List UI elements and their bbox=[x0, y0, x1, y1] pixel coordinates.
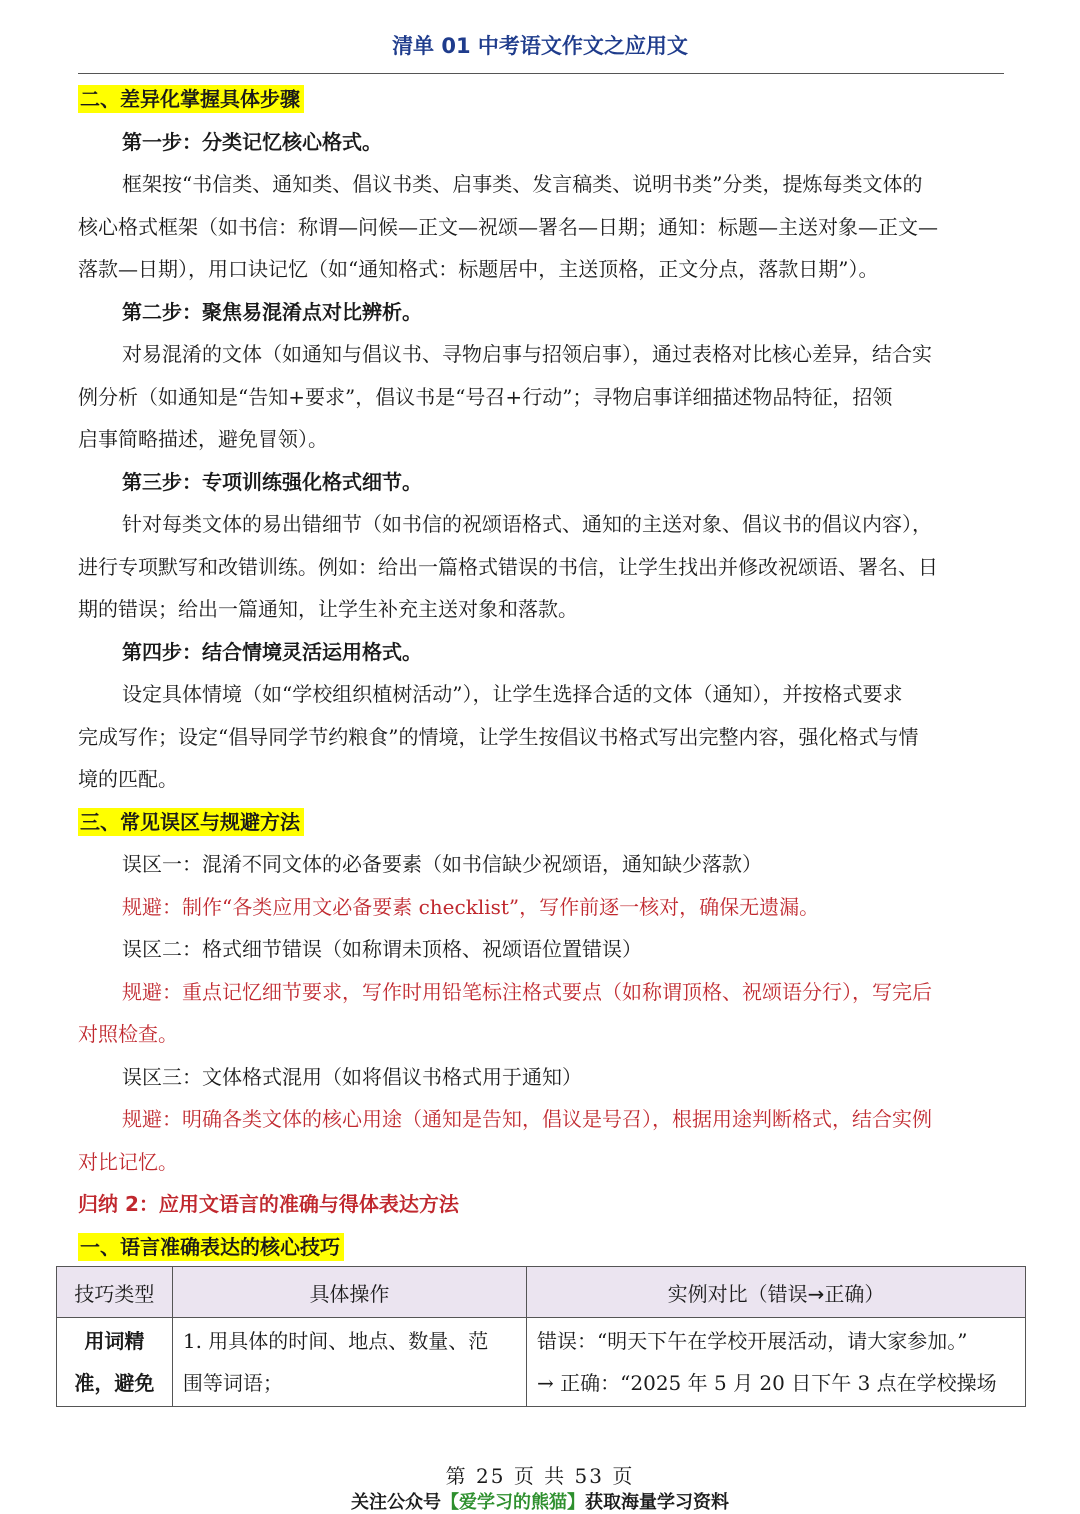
step1-text-line: 框架按“书信类、通知类、倡议书类、启事类、发言稿类、说明书类”分类，提炼每类文体的 bbox=[122, 172, 923, 196]
step2-text-line: 例分析（如通知是“告知+要求”，倡议书是“号召+行动”；寻物启事详细描述物品特征，招领 bbox=[78, 384, 893, 409]
pitfall2-title: 误区二：格式细节错误（如称谓未顶格、祝颂语位置错误） bbox=[122, 937, 642, 961]
cell-line: 用词精 bbox=[84, 1329, 145, 1353]
table-row bbox=[57, 1318, 1026, 1407]
table-cell-operation bbox=[172, 1318, 526, 1407]
header-divider bbox=[78, 73, 1004, 74]
pitfall2-avoid-line: 规避：重点记忆细节要求，写作时用铅笔标注格式要点（如称谓顶格、祝颂语分行），写完后 bbox=[122, 979, 932, 1004]
pitfall2-avoid-line: 对照检查。 bbox=[78, 1022, 178, 1046]
step2-title: 第二步：聚焦易混淆点对比辨析。 bbox=[122, 299, 422, 324]
summary2-heading: 归纳 2：应用文语言的准确与得体表达方法 bbox=[78, 1192, 459, 1216]
cell-line: 准，避免 bbox=[74, 1371, 155, 1395]
table-header-example: 实例对比（错误→正确） bbox=[527, 1267, 1026, 1318]
footer-suffix: 获取海量学习资料 bbox=[585, 1492, 729, 1513]
cell-line: 错误：“明天下午在学校开展活动，请大家参加。” bbox=[537, 1329, 968, 1353]
footer-prefix: 关注公众号 bbox=[351, 1492, 441, 1513]
language-section-heading: 一、语言准确表达的核心技巧 bbox=[78, 1233, 344, 1261]
table-cell-type bbox=[57, 1318, 173, 1407]
pitfall1-title: 误区一：混淆不同文体的必备要素（如书信缺少祝颂语，通知缺少落款） bbox=[122, 852, 762, 876]
page-number: 第 25 页 共 53 页 bbox=[445, 1464, 635, 1488]
techniques-table-container bbox=[56, 1266, 1026, 1407]
step3-text-line: 进行专项默写和改错训练。例如：给出一篇格式错误的书信，让学生找出并修改祝颂语、署名、日 bbox=[78, 554, 938, 579]
table-header-operation: 具体操作 bbox=[172, 1267, 526, 1318]
step4-text-line: 境的匹配。 bbox=[78, 767, 178, 791]
pitfall1-avoid-line: 规避：制作“各类应用文必备要素 checklist”，写作前逐一核对，确保无遗漏。 bbox=[122, 894, 820, 919]
document-body bbox=[78, 78, 1004, 1268]
step3-text-line: 针对每类文体的易出错细节（如书信的祝颂语格式、通知的主送对象、倡议书的倡议内容）， bbox=[122, 512, 932, 536]
section3-heading: 三、常见误区与规避方法 bbox=[78, 808, 304, 836]
step4-text-line: 完成写作；设定“倡导同学节约粮食”的情境，让学生按倡议书格式写出完整内容，强化格式与情 bbox=[78, 724, 919, 749]
step3-title: 第三步：专项训练强化格式细节。 bbox=[122, 469, 422, 494]
step1-text-line: 核心格式框架（如书信：称谓—问候—正文—祝颂—署名—日期；通知：标题—主送对象—正文— bbox=[78, 214, 938, 239]
pitfall3-title: 误区三：文体格式混用（如将倡议书格式用于通知） bbox=[122, 1064, 582, 1089]
footer-brand: 【爱学习的熊猫】 bbox=[441, 1492, 585, 1513]
step1-text-line: 落款—日期），用口诀记忆（如“通知格式：标题居中，主送顶格，正文分点，落款日期”）。 bbox=[78, 257, 879, 281]
table-header-row bbox=[57, 1267, 1026, 1318]
table-cell-example bbox=[527, 1318, 1026, 1407]
step4-title: 第四步：结合情境灵活运用格式。 bbox=[122, 639, 422, 664]
step1-title: 第一步：分类记忆核心格式。 bbox=[122, 129, 382, 154]
pitfall3-avoid-line: 对比记忆。 bbox=[78, 1149, 178, 1174]
page-header-title: 清单 01 中考语文作文之应用文 bbox=[392, 34, 688, 58]
section2-heading: 二、差异化掌握具体步骤 bbox=[78, 85, 304, 113]
cell-line: → 正确：“2025 年 5 月 20 日下午 3 点在学校操场 bbox=[537, 1371, 997, 1395]
table-header-type: 技巧类型 bbox=[57, 1267, 173, 1318]
step2-text-line: 对易混淆的文体（如通知与倡议书、寻物启事与招领启事），通过表格对比核心差异，结合实 bbox=[122, 342, 932, 366]
cell-line: 围等词语； bbox=[182, 1371, 283, 1395]
step4-text-line: 设定具体情境（如“学校组织植树活动”），让学生选择合适的文体（通知），并按格式要求 bbox=[122, 682, 903, 706]
step2-text-line: 启事简略描述，避免冒领）。 bbox=[78, 427, 328, 451]
footer-promo bbox=[0, 1488, 1080, 1514]
techniques-table bbox=[56, 1266, 1026, 1407]
step3-text-line: 期的错误；给出一篇通知，让学生补充主送对象和落款。 bbox=[78, 597, 578, 621]
pitfall3-avoid-line: 规避：明确各类文体的核心用途（通知是告知，倡议是号召），根据用途判断格式，结合实例 bbox=[122, 1107, 932, 1131]
cell-line: 1. 用具体的时间、地点、数量、范 bbox=[182, 1329, 489, 1353]
